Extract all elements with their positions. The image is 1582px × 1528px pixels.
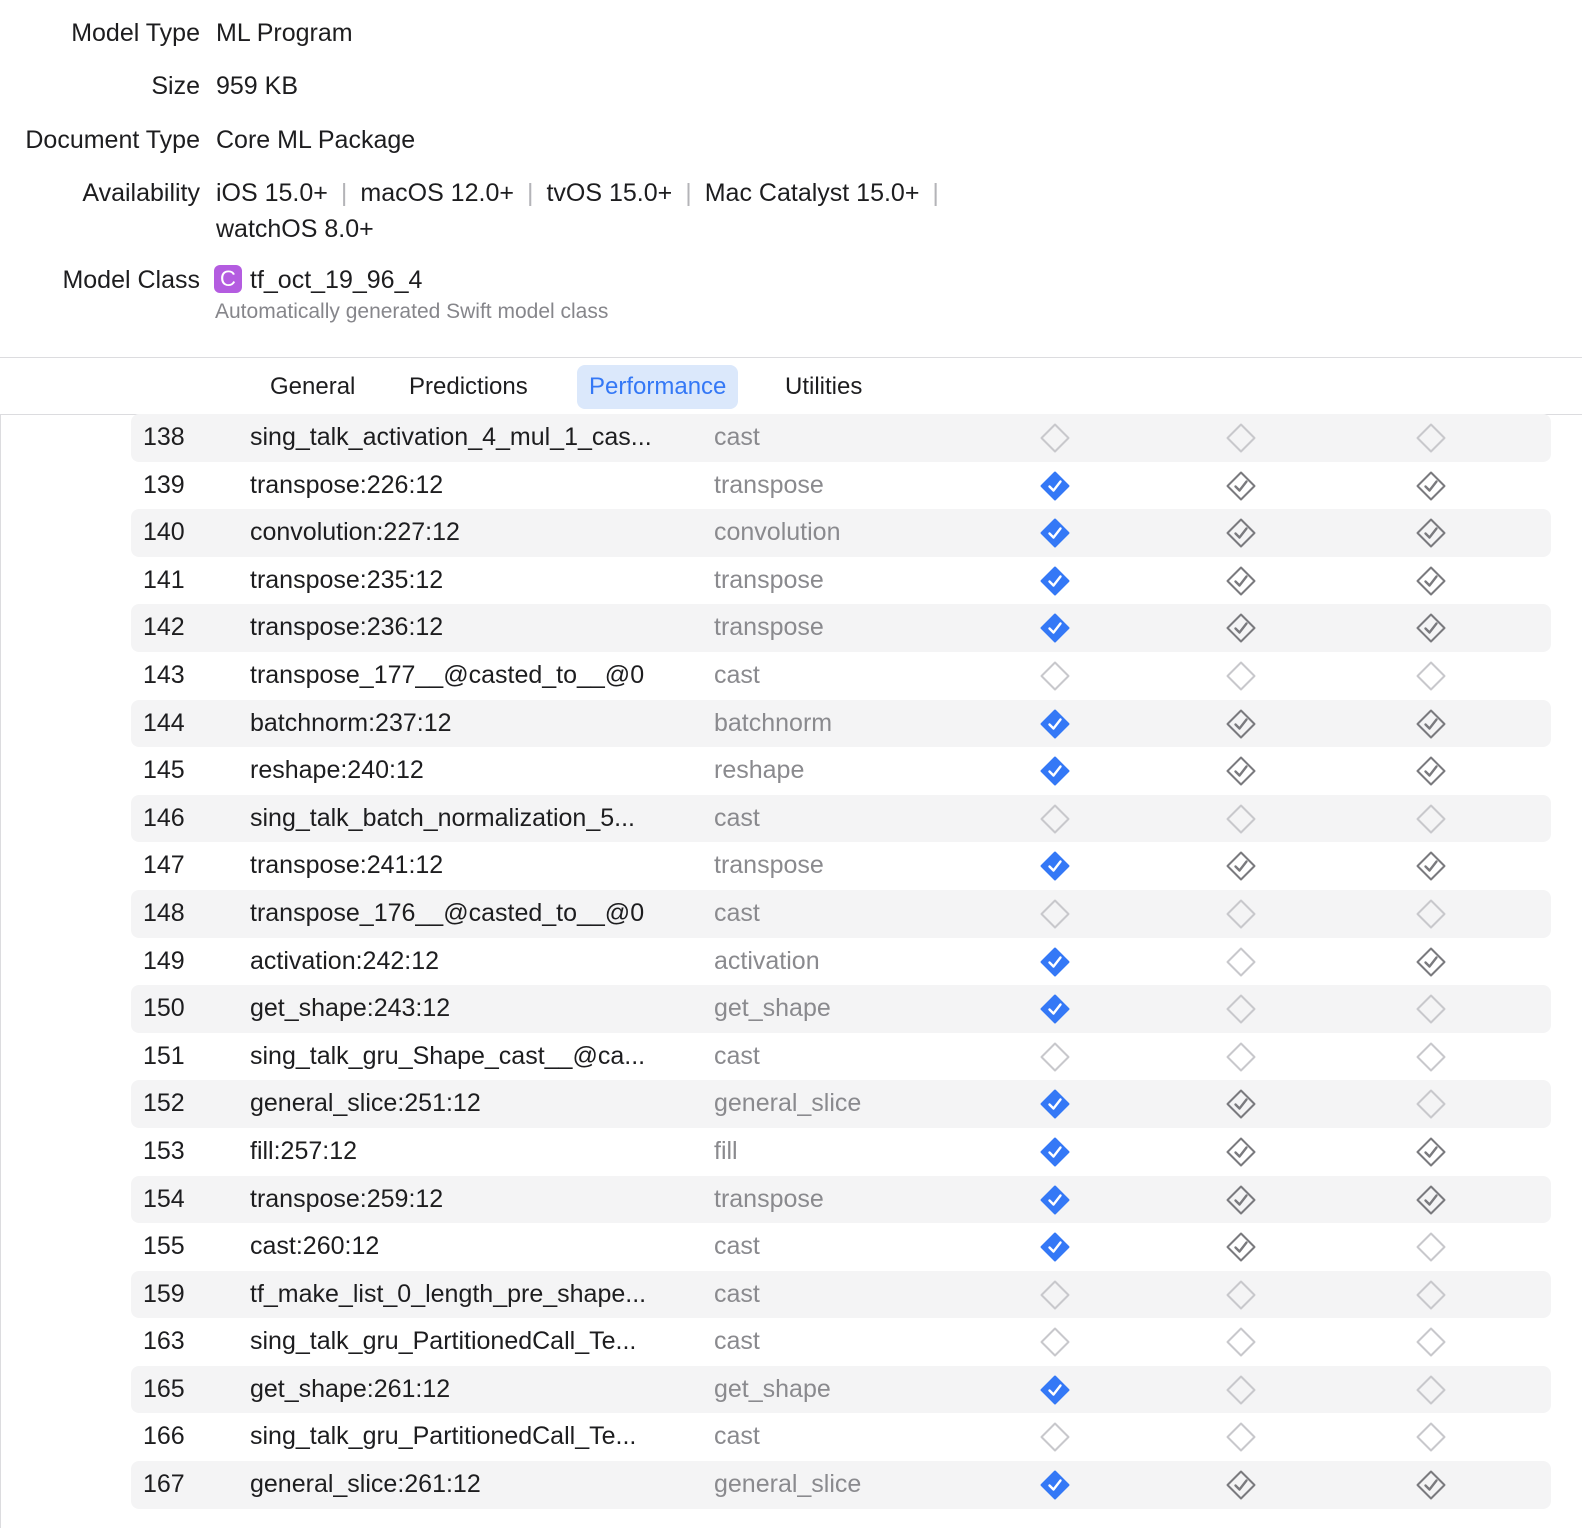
compatible-check-icon: [1415, 1469, 1447, 1501]
supported-check-icon: [1039, 470, 1071, 502]
supported-check-icon: [1039, 850, 1071, 882]
model-class-name[interactable]: tf_oct_19_96_4: [250, 266, 423, 294]
compatible-check-icon: [1225, 1469, 1257, 1501]
platform-watchos: watchOS 8.0+: [216, 215, 374, 243]
operations-table: [131, 414, 1551, 1509]
compatible-check-icon: [1415, 565, 1447, 597]
operation-type: cast: [714, 803, 760, 832]
table-row[interactable]: [131, 795, 1551, 843]
model-type-value: ML Program: [216, 19, 353, 47]
operation-name: reshape:240:12: [250, 756, 424, 785]
operation-name: activation:242:12: [250, 946, 440, 975]
row-index: 143: [143, 660, 185, 689]
unsupported-diamond-icon: [1039, 422, 1071, 454]
row-index: 152: [143, 1089, 185, 1118]
operation-name: transpose:259:12: [250, 1184, 444, 1213]
row-index: 165: [143, 1374, 185, 1403]
row-index: 166: [143, 1422, 185, 1451]
unsupported-diamond-icon: [1039, 898, 1071, 930]
compatible-check-icon: [1225, 470, 1257, 502]
compatible-check-icon: [1415, 517, 1447, 549]
table-row[interactable]: [131, 938, 1551, 986]
unsupported-diamond-icon: [1415, 1041, 1447, 1073]
table-row[interactable]: [131, 604, 1551, 652]
operation-type: reshape: [714, 756, 805, 785]
platform-macos: macOS 12.0+: [360, 179, 514, 207]
operation-type: general_slice: [714, 1089, 862, 1118]
row-index: 149: [143, 946, 185, 975]
unsupported-diamond-icon: [1415, 1421, 1447, 1453]
operation-type: fill: [714, 1136, 738, 1165]
operation-type: cast: [714, 660, 760, 689]
operation-name: transpose_176__@casted_to__@0: [250, 898, 645, 927]
operation-name: transpose_177__@casted_to__@0: [250, 660, 645, 689]
unsupported-diamond-icon: [1415, 898, 1447, 930]
table-row[interactable]: [131, 1461, 1551, 1509]
operation-type: convolution: [714, 518, 841, 547]
platform-mac-catalyst: Mac Catalyst 15.0+: [704, 179, 920, 207]
table-row[interactable]: [131, 1366, 1551, 1414]
operation-name: sing_talk_gru_PartitionedCall_Te...: [250, 1327, 637, 1356]
row-index: 151: [143, 1041, 185, 1070]
table-row[interactable]: [131, 1176, 1551, 1224]
compatible-check-icon: [1415, 612, 1447, 644]
unsupported-diamond-icon: [1415, 993, 1447, 1025]
compatible-check-icon: [1225, 1136, 1257, 1168]
unsupported-diamond-icon: [1039, 1421, 1071, 1453]
unsupported-diamond-icon: [1225, 1279, 1257, 1311]
unsupported-diamond-icon: [1415, 660, 1447, 692]
operation-type: batchnorm: [714, 708, 833, 737]
unsupported-diamond-icon: [1039, 1041, 1071, 1073]
operation-type: transpose: [714, 565, 824, 594]
row-index: 138: [143, 423, 185, 451]
document-type-label: Document Type: [25, 126, 200, 154]
compatible-check-icon: [1415, 470, 1447, 502]
divider: [0, 415, 1, 1528]
compatible-check-icon: [1415, 1136, 1447, 1168]
row-index: 155: [143, 1232, 185, 1261]
document-type-value: Core ML Package: [216, 126, 416, 154]
operation-name: general_slice:251:12: [250, 1089, 481, 1118]
operation-name: fill:257:12: [250, 1136, 358, 1165]
compatible-check-icon: [1415, 850, 1447, 882]
table-row[interactable]: [131, 842, 1551, 890]
unsupported-diamond-icon: [1225, 422, 1257, 454]
unsupported-diamond-icon: [1039, 1279, 1071, 1311]
operation-type: cast: [714, 1041, 760, 1070]
operation-name: transpose:236:12: [250, 613, 444, 642]
operation-name: sing_talk_gru_Shape_cast__@ca...: [250, 1041, 646, 1070]
operation-type: get_shape: [714, 994, 831, 1023]
operation-type: transpose: [714, 851, 824, 880]
unsupported-diamond-icon: [1225, 1041, 1257, 1073]
table-row[interactable]: [131, 890, 1551, 938]
row-index: 154: [143, 1184, 185, 1213]
operation-type: cast: [714, 423, 760, 451]
row-index: 144: [143, 708, 185, 737]
unsupported-diamond-icon: [1415, 1374, 1447, 1406]
unsupported-diamond-icon: [1039, 803, 1071, 835]
size-label: Size: [151, 72, 200, 100]
compatible-check-icon: [1225, 517, 1257, 549]
row-index: 140: [143, 518, 185, 547]
table-row[interactable]: [131, 1080, 1551, 1128]
tab-bar: [0, 358, 1582, 414]
unsupported-diamond-icon: [1415, 803, 1447, 835]
unsupported-diamond-icon: [1039, 660, 1071, 692]
compatible-check-icon: [1225, 1088, 1257, 1120]
row-index: 148: [143, 898, 185, 927]
tab-utilities[interactable]: Utilities: [785, 373, 863, 400]
unsupported-diamond-icon: [1225, 993, 1257, 1025]
unsupported-diamond-icon: [1225, 1326, 1257, 1358]
supported-check-icon: [1039, 946, 1071, 978]
table-row[interactable]: [131, 652, 1551, 700]
row-index: 145: [143, 756, 185, 785]
table-row[interactable]: [131, 414, 1551, 462]
row-index: 163: [143, 1327, 185, 1356]
row-index: 167: [143, 1470, 185, 1499]
tab-predictions[interactable]: Predictions: [409, 373, 528, 400]
operation-type: general_slice: [714, 1470, 862, 1499]
operation-type: transpose: [714, 470, 824, 499]
operation-name: convolution:227:12: [250, 518, 460, 547]
supported-check-icon: [1039, 1469, 1071, 1501]
supported-check-icon: [1039, 708, 1071, 740]
row-index: 146: [143, 803, 185, 832]
row-index: 150: [143, 994, 185, 1023]
swift-class-icon: C: [214, 265, 242, 293]
table-row[interactable]: [131, 747, 1551, 795]
unsupported-diamond-icon: [1225, 898, 1257, 930]
unsupported-diamond-icon: [1415, 1231, 1447, 1263]
table-row[interactable]: [131, 1033, 1551, 1081]
unsupported-diamond-icon: [1415, 1279, 1447, 1311]
operation-name: sing_talk_batch_normalization_5...: [250, 803, 635, 832]
row-index: 142: [143, 613, 185, 642]
compatible-check-icon: [1225, 1184, 1257, 1216]
platform-separator: |: [932, 179, 939, 207]
platform-separator: |: [685, 179, 692, 207]
operation-type: transpose: [714, 1184, 824, 1213]
table-row[interactable]: [131, 1223, 1551, 1271]
unsupported-diamond-icon: [1225, 803, 1257, 835]
operation-name: transpose:235:12: [250, 565, 444, 594]
operation-type: cast: [714, 1232, 760, 1261]
row-index: 159: [143, 1279, 185, 1308]
operation-name: sing_talk_gru_PartitionedCall_Te...: [250, 1422, 637, 1451]
operation-type: cast: [714, 898, 760, 927]
compatible-check-icon: [1415, 708, 1447, 740]
operation-type: cast: [714, 1422, 760, 1451]
platform-separator: |: [526, 179, 534, 207]
unsupported-diamond-icon: [1225, 1421, 1257, 1453]
unsupported-diamond-icon: [1415, 422, 1447, 454]
operation-name: tf_make_list_0_length_pre_shape...: [250, 1279, 647, 1308]
platform-ios: iOS 15.0+: [216, 179, 328, 207]
table-row[interactable]: [131, 557, 1551, 605]
operation-name: batchnorm:237:12: [250, 708, 452, 737]
supported-check-icon: [1039, 1184, 1071, 1216]
unsupported-diamond-icon: [1415, 1088, 1447, 1120]
supported-check-icon: [1039, 612, 1071, 644]
tab-performance[interactable]: Performance: [577, 365, 738, 409]
supported-check-icon: [1039, 1231, 1071, 1263]
table-row[interactable]: [131, 1128, 1551, 1176]
tab-general[interactable]: General: [270, 373, 356, 400]
availability-label: Availability: [82, 179, 200, 207]
compatible-check-icon: [1415, 1184, 1447, 1216]
operation-type: get_shape: [714, 1374, 831, 1403]
table-row[interactable]: [131, 1318, 1551, 1366]
size-value: 959 KB: [216, 72, 299, 100]
operation-name: general_slice:261:12: [250, 1470, 481, 1499]
unsupported-diamond-icon: [1225, 660, 1257, 692]
operation-name: get_shape:261:12: [250, 1374, 451, 1403]
unsupported-diamond-icon: [1225, 1374, 1257, 1406]
compatible-check-icon: [1415, 946, 1447, 978]
operation-type: cast: [714, 1327, 760, 1356]
operation-type: activation: [714, 946, 820, 975]
supported-check-icon: [1039, 517, 1071, 549]
supported-check-icon: [1039, 1136, 1071, 1168]
platform-separator: |: [340, 179, 348, 207]
availability-value: [216, 175, 952, 211]
row-index: 147: [143, 851, 185, 880]
supported-check-icon: [1039, 1088, 1071, 1120]
row-index: 139: [143, 470, 185, 499]
unsupported-diamond-icon: [1039, 1326, 1071, 1358]
compatible-check-icon: [1225, 850, 1257, 882]
table-row[interactable]: [131, 985, 1551, 1033]
supported-check-icon: [1039, 993, 1071, 1025]
model-class-value[interactable]: [216, 262, 422, 298]
supported-check-icon: [1039, 755, 1071, 787]
table-row[interactable]: [131, 509, 1551, 557]
supported-check-icon: [1039, 565, 1071, 597]
operation-name: transpose:241:12: [250, 851, 444, 880]
unsupported-diamond-icon: [1225, 946, 1257, 978]
unsupported-diamond-icon: [1415, 1326, 1447, 1358]
table-row[interactable]: [131, 462, 1551, 510]
compatible-check-icon: [1225, 755, 1257, 787]
table-row[interactable]: [131, 1271, 1551, 1319]
table-row[interactable]: [131, 700, 1551, 748]
table-row[interactable]: [131, 1413, 1551, 1461]
compatible-check-icon: [1415, 755, 1447, 787]
compatible-check-icon: [1225, 565, 1257, 597]
model-type-label: Model Type: [71, 19, 200, 47]
operation-name: get_shape:243:12: [250, 994, 451, 1023]
model-metadata: [0, 0, 1582, 358]
row-index: 153: [143, 1136, 185, 1165]
compatible-check-icon: [1225, 708, 1257, 740]
operation-name: sing_talk_activation_4_mul_1_cas...: [250, 423, 652, 451]
platform-tvos: tvOS 15.0+: [546, 179, 673, 207]
model-class-label: Model Class: [62, 266, 200, 294]
row-index: 141: [143, 565, 185, 594]
compatible-check-icon: [1225, 612, 1257, 644]
operation-type: transpose: [714, 613, 824, 642]
operation-name: transpose:226:12: [250, 470, 444, 499]
operation-name: cast:260:12: [250, 1232, 380, 1261]
model-class-subtitle: Automatically generated Swift model class: [215, 300, 609, 323]
compatible-check-icon: [1225, 1231, 1257, 1263]
supported-check-icon: [1039, 1374, 1071, 1406]
operation-type: cast: [714, 1279, 760, 1308]
